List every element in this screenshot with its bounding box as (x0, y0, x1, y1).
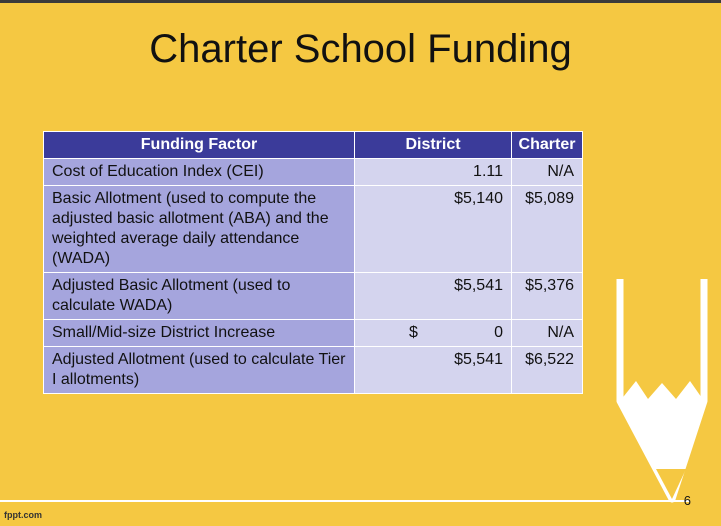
factor-cell: Adjusted Basic Allotment (used to calculate WADA) (44, 273, 355, 320)
table-header-row (44, 132, 583, 159)
factor-cell: Cost of Education Index (CEI) (44, 159, 355, 186)
footer-divider (0, 500, 690, 502)
district-cell: $5,541 (355, 347, 512, 394)
district-cell: $5,541 (355, 273, 512, 320)
charter-cell: $5,376 (512, 273, 583, 320)
table-row (44, 186, 583, 273)
table-row (44, 320, 583, 347)
table-row (44, 273, 583, 320)
factor-cell: Basic Allotment (used to compute the adjusted basic allotment (ABA) and the weighted average daily attendance (WADA) (44, 186, 355, 273)
table-row (44, 159, 583, 186)
factor-cell: Small/Mid-size District Increase (44, 320, 355, 347)
charter-cell: N/A (512, 320, 583, 347)
currency-symbol: $ (409, 324, 418, 341)
table-row (44, 347, 583, 394)
page-number: 6 (683, 493, 691, 508)
watermark: fppt.com (4, 510, 42, 520)
slide-title: Charter School Funding (149, 27, 572, 71)
district-value: 0 (494, 324, 503, 341)
district-cell (355, 320, 512, 347)
district-cell: 1.11 (355, 159, 512, 186)
column-header-funding-factor: Funding Factor (44, 132, 355, 159)
charter-cell: $5,089 (512, 186, 583, 273)
district-cell: $5,140 (355, 186, 512, 273)
charter-cell: $6,522 (512, 347, 583, 394)
charter-cell: N/A (512, 159, 583, 186)
column-header-district: District (355, 132, 512, 159)
column-header-charter: Charter (512, 132, 583, 159)
funding-table (43, 131, 583, 394)
factor-cell: Adjusted Allotment (used to calculate Tier I allotments) (44, 347, 355, 394)
pencil-icon (612, 271, 712, 511)
